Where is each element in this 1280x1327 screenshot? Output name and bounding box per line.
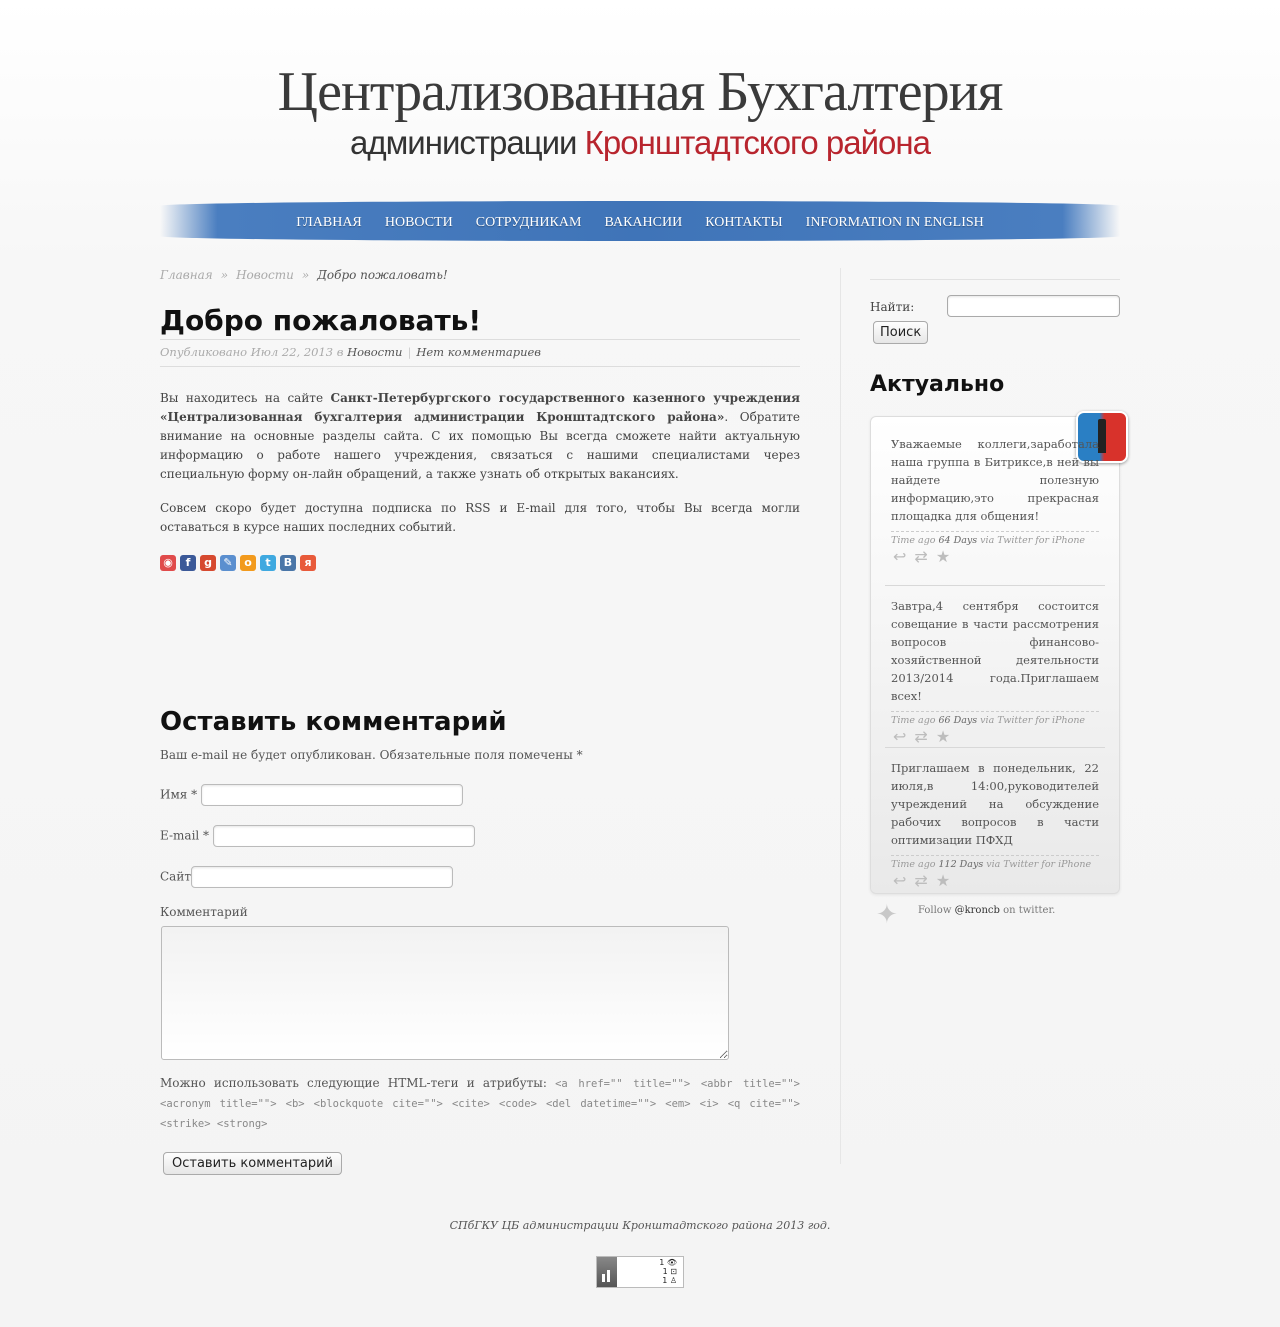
main-content — [160, 268, 801, 1171]
tweet-time-suffix: via Twitter for iPhone — [977, 535, 1086, 546]
nav-item-vacancies[interactable]: ВАКАНСИИ — [604, 215, 683, 230]
retweet-icon[interactable]: ⇄ — [914, 871, 928, 890]
post-comments-link[interactable]: Нет комментариев — [416, 345, 541, 359]
post-meta — [160, 345, 800, 367]
tweet-time — [891, 711, 1099, 726]
googleplus-icon[interactable]: g — [200, 555, 216, 571]
liveinternet-counter[interactable] — [596, 1256, 684, 1288]
tweet-time — [891, 855, 1099, 870]
tweet-text: Уважаемые коллеги,заработала наша группа в Битриксе,в ней вы найдете полезную информацию,это прекрасная площадка для общения! — [891, 437, 1099, 523]
comment-textarea[interactable] — [161, 926, 729, 1060]
nav-item-staff[interactable]: СОТРУДНИКАМ — [475, 215, 582, 230]
tweet-time-value[interactable]: 66 Days — [938, 715, 978, 726]
favorite-icon[interactable]: ★ — [935, 547, 951, 566]
tweet-time-suffix: via Twitter for iPhone — [983, 859, 1092, 870]
counter-bars-icon — [597, 1257, 617, 1287]
site-subtitle-accent: Кронштадтского района — [584, 124, 930, 161]
post-text: . Обратите внимание на основные разделы сайта. С их помощью Вы всегда сможете найти актуальную информацию о работе нашего учреждения, связаться с нашими специалистами через специальную форму он-лайн обращений, а также узнать об открытых вакансиях. — [160, 410, 801, 481]
yaru-icon[interactable]: я — [300, 555, 316, 571]
tweet-separator — [885, 585, 1105, 586]
allowed-tags-intro: Можно использовать следующие HTML-теги и атрибуты: — [160, 1076, 556, 1090]
post-body — [160, 389, 800, 537]
post-paragraph — [160, 389, 800, 484]
favorite-icon[interactable]: ★ — [935, 871, 951, 890]
email-row — [160, 825, 475, 847]
tweet-item — [885, 435, 1105, 565]
nav-item-news[interactable]: НОВОСТИ — [384, 215, 453, 230]
allowed-tags-list: <a href="" title=""> <abbr title=""> <acronym title=""> <b> <blockquote cite=""> <cite> <code> <del datetime=""> <em> <i> <q cite=""> <strike> <strong> — [160, 1078, 801, 1130]
post-date: Опубликовано Июл 22, 2013 в — [160, 345, 344, 359]
twitter-widget — [870, 416, 1120, 894]
post-category-link[interactable]: Новости — [347, 345, 403, 359]
post-text: Вы находитесь на сайте — [160, 391, 331, 405]
name-field[interactable] — [201, 784, 463, 806]
follow-suffix: on twitter. — [999, 905, 1056, 916]
tweet-actions — [893, 871, 1105, 889]
tweet-text: Приглашаем в понедельник, 22 июля,в 14:00,руководителей учреждений на обсуждение рабочих вопросов в части оптимизации ПФХД — [891, 761, 1099, 847]
tweet-time — [891, 531, 1099, 546]
tweet-text: Завтра,4 сентября состоится совещание в части рассмотрения вопросов финансово-хозяйственной деятельности 2013/2014 года.Приглашаем всех! — [891, 599, 1099, 703]
tweet-item — [885, 759, 1105, 889]
follow-prefix: Follow — [918, 905, 955, 916]
nav-item-english[interactable]: INFORMATION IN ENGLISH — [805, 215, 984, 230]
twitter-follow — [918, 905, 1055, 916]
breadcrumb-separator: » — [220, 268, 229, 282]
search-button[interactable]: Поиск — [873, 321, 928, 344]
retweet-icon[interactable]: ⇄ — [914, 727, 928, 746]
name-row — [160, 784, 463, 806]
breadcrumb-separator: » — [301, 268, 310, 282]
comment-label: Комментарий — [160, 905, 248, 919]
nav-item-contacts[interactable]: КОНТАКТЫ — [705, 215, 783, 230]
site-subtitle-main: администрации — [350, 124, 585, 161]
sidebar-divider — [870, 279, 1120, 280]
counter-value: 1 — [659, 1258, 665, 1267]
site-header — [0, 0, 1280, 200]
counter-value: 1 — [662, 1276, 668, 1285]
site-subtitle — [0, 124, 1280, 162]
vkontakte-icon[interactable]: B — [280, 555, 296, 571]
tweet-time-prefix: Time ago — [891, 535, 939, 546]
site-title[interactable]: Централизованная Бухгалтерия — [277, 61, 1003, 123]
odnoklassniki-icon[interactable]: o — [240, 555, 256, 571]
nav-item-home[interactable]: ГЛАВНАЯ — [296, 215, 362, 230]
breadcrumb — [160, 268, 800, 282]
site-label: Сайт — [160, 869, 191, 884]
meta-divider: | — [407, 345, 412, 359]
follow-handle-link[interactable]: @kroncb — [954, 905, 1000, 916]
tweet-separator — [885, 747, 1105, 748]
breadcrumb-current: Добро пожаловать! — [317, 268, 448, 282]
counter-values: 1 👁 1 ⊡ 1 ♙ — [659, 1258, 677, 1285]
site-field[interactable] — [191, 866, 453, 888]
footer-copyright: СПбГКУ ЦБ администрации Кронштадтского района 2013 год. — [449, 1219, 831, 1232]
facebook-icon[interactable]: f — [180, 555, 196, 571]
breadcrumb-section[interactable]: Новости — [236, 268, 294, 282]
tweet-time-prefix: Time ago — [891, 859, 939, 870]
comment-form-title: Оставить комментарий — [160, 707, 507, 737]
column-divider — [840, 268, 841, 1164]
comment-form-note: Ваш e-mail не будет опубликован. Обязательные поля помечены * — [160, 748, 583, 762]
tweet-time-prefix: Time ago — [891, 715, 939, 726]
post-title: Добро пожаловать! — [160, 304, 800, 340]
share-bar — [160, 552, 800, 572]
breadcrumb-home[interactable]: Главная — [160, 268, 213, 282]
tweet-time-suffix: via Twitter for iPhone — [977, 715, 1086, 726]
search-input[interactable] — [947, 295, 1120, 317]
submit-comment-button[interactable]: Оставить комментарий — [163, 1152, 342, 1175]
tweet-actions — [893, 727, 1105, 745]
tweet-time-value[interactable]: 64 Days — [938, 535, 978, 546]
tweet-time-value[interactable]: 112 Days — [938, 859, 984, 870]
reply-icon[interactable]: ↩ — [893, 547, 907, 566]
main-nav — [160, 201, 1120, 241]
site-row — [160, 866, 453, 888]
email-field[interactable] — [213, 825, 475, 847]
widget-title: Актуально — [870, 372, 1005, 397]
search-label: Найти: — [870, 300, 915, 314]
favorite-icon[interactable]: ★ — [935, 727, 951, 746]
twitter-bird-icon: ✦ — [876, 900, 898, 930]
livejournal-icon[interactable]: ◉ — [160, 555, 176, 571]
tweet-actions — [893, 547, 1105, 565]
tweet-item — [885, 597, 1105, 745]
twitter-icon[interactable]: t — [260, 555, 276, 571]
counter-value: 1 — [662, 1267, 668, 1276]
liveinternet-icon[interactable]: ✎ — [220, 555, 236, 571]
reply-icon[interactable]: ↩ — [893, 871, 907, 890]
reply-icon[interactable]: ↩ — [893, 727, 907, 746]
post-paragraph: Совсем скоро будет доступна подписка по RSS и E-mail для того, чтобы Вы всегда могли оставаться в курсе наших последних событий. — [160, 501, 800, 534]
allowed-tags-note — [160, 1074, 800, 1134]
name-label: Имя * — [160, 787, 198, 802]
post-text-bold: Санкт-Петербургского государственного казенного учреждения «Централизованная бухгалтерия администрации Кронштадтского района» — [160, 391, 800, 424]
retweet-icon[interactable]: ⇄ — [914, 547, 928, 566]
email-label: E-mail * — [160, 828, 210, 843]
